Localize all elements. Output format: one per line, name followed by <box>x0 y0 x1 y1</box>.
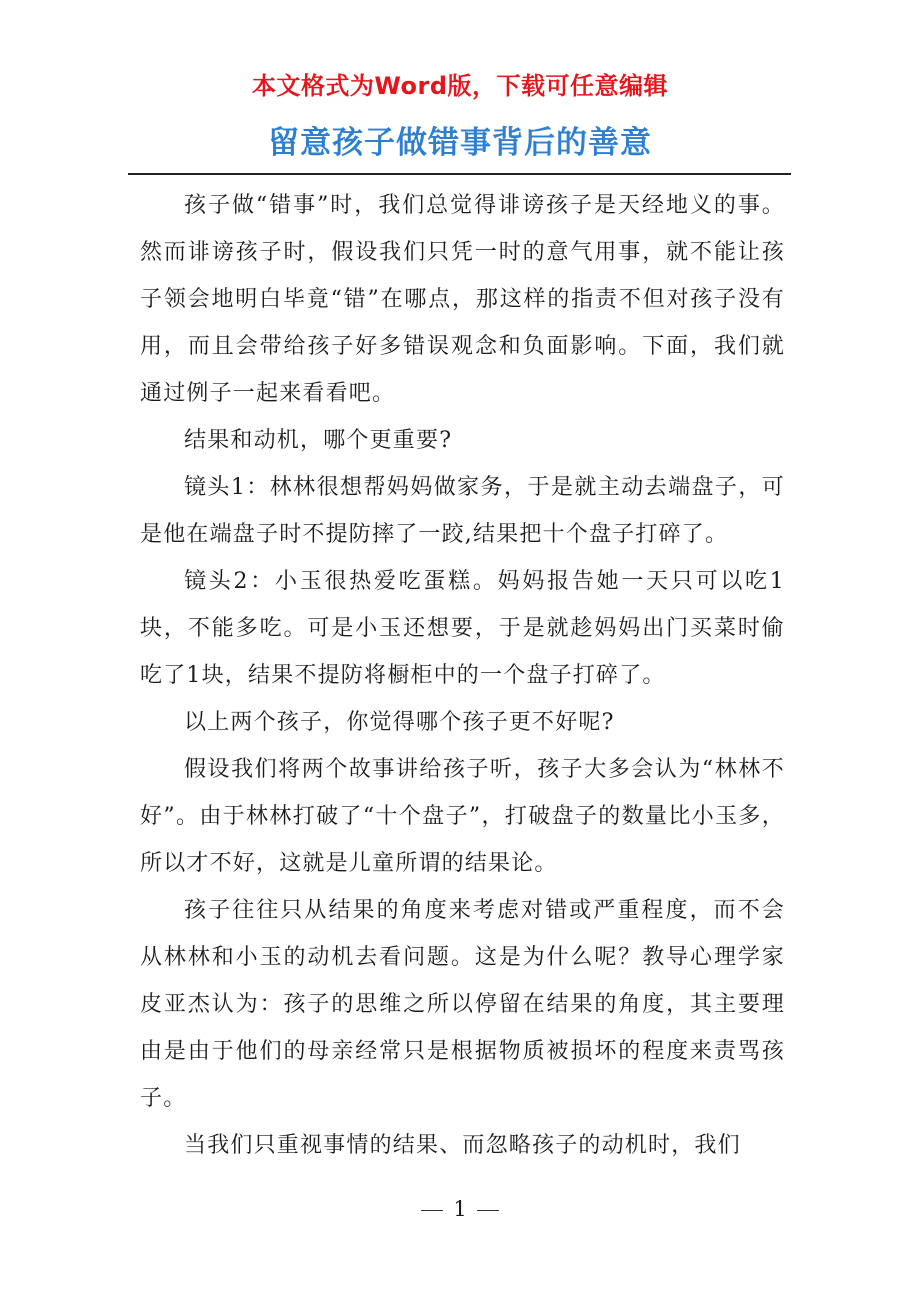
page-number: 1 <box>453 1197 467 1221</box>
format-banner: 本文格式为Word版，下载可任意编辑 <box>251 72 669 100</box>
title-divider <box>128 173 791 175</box>
document-body <box>140 182 785 1169</box>
document-title: 留意孩子做错事背后的善意 <box>268 125 652 161</box>
paragraph-continued: 当我们只重视事情的结果、而忽略孩子的动机时，我们 <box>184 1133 741 1158</box>
page-footer <box>0 1194 920 1224</box>
footer-dash-right <box>477 1210 499 1211</box>
paragraph-question: 结果和动机，哪个更重要? <box>184 428 453 453</box>
paragraph-intro: 孩子做“错事”时，我们总觉得诽谤孩子是天经地义的事。然而诽谤孩子时，假设我们只凭一时的意气用事，就不能让孩子领会地明白毕竟“错”在哪点，那这样的指责不但对孩子没有用，而且会带给孩子好多错误观念和负面影响。下面，我们就通过例子一起来看看吧。 <box>140 193 785 406</box>
footer-dash-left <box>421 1210 443 1211</box>
paragraph-scene-1: 镜头1：林林很想帮妈妈做家务，于是就主动去端盘子，可是他在端盘子时不提防摔了一跤,结果把十个盘子打碎了。 <box>140 475 785 547</box>
paragraph-which-worse: 以上两个孩子，你觉得哪个孩子更不好呢? <box>184 710 615 735</box>
paragraph-result-theory: 假设我们将两个故事讲给孩子听，孩子大多会认为“林林不好”。由于林林打破了“十个盘子”，打破盘子的数量比小玉多，所以才不好，这就是儿童所谓的结果论。 <box>140 757 785 876</box>
paragraph-piaget: 孩子往往只从结果的角度来考虑对错或严重程度，而不会从林林和小玉的动机去看问题。这是为什么呢？教导心理学家皮亚杰认为：孩子的思维之所以停留在结果的角度，其主要理由是由于他们的母亲经常只是根据物质被损坏的程度来责骂孩子。 <box>140 898 785 1111</box>
paragraph-scene-2: 镜头2：小玉很热爱吃蛋糕。妈妈报告她一天只可以吃1块，不能多吃。可是小玉还想要，于是就趁妈妈出门买菜时偷吃了1块，结果不提防将橱柜中的一个盘子打碎了。 <box>140 569 785 688</box>
